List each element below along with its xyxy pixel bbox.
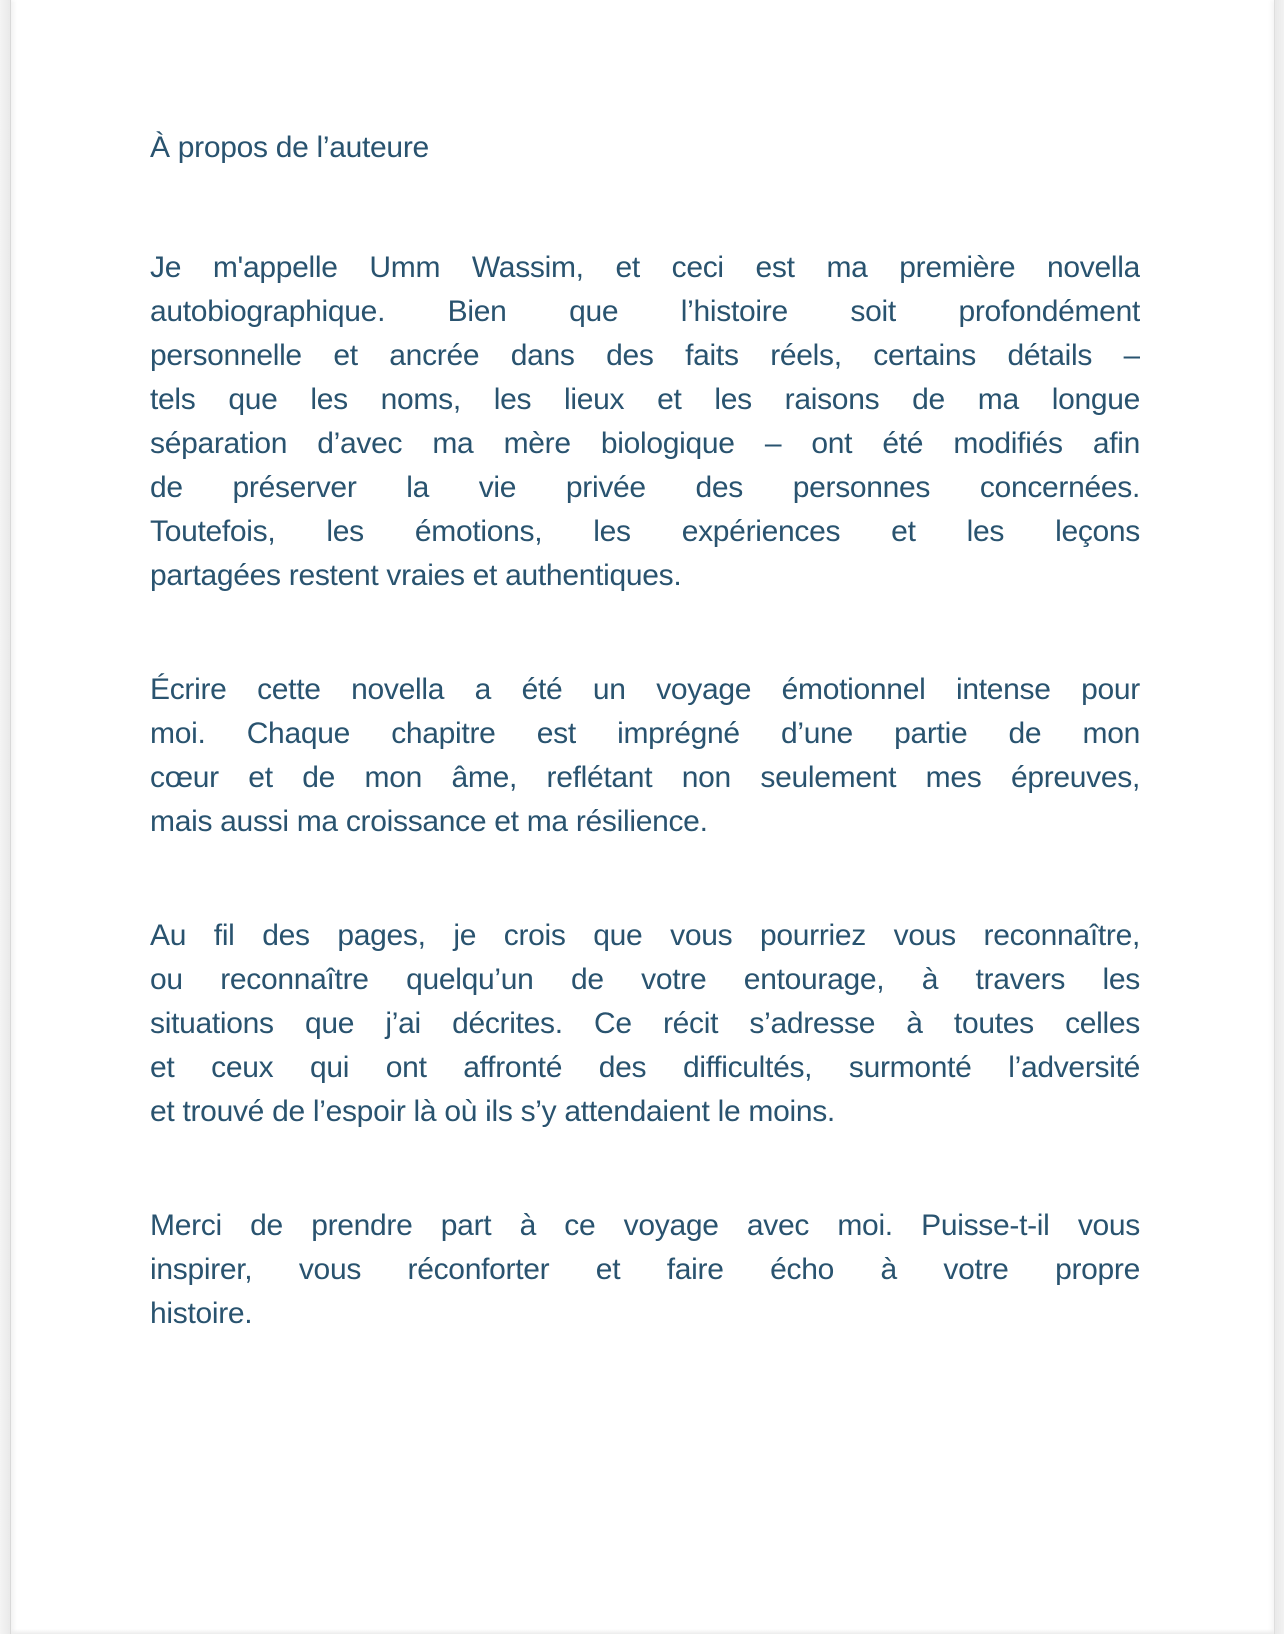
text-line: Merci de prendre part à ce voyage avec moi. Puisse-t-il vous bbox=[150, 1209, 1140, 1242]
text-line: inspirer, vous réconforter et faire écho à votre propre bbox=[150, 1253, 1140, 1286]
text-line: de préserver la vie privée des personnes concernées. bbox=[150, 471, 1140, 504]
text-line: tels que les noms, les lieux et les raisons de ma longue bbox=[150, 383, 1140, 416]
text-line: cœur et de mon âme, reflétant non seulement mes épreuves, bbox=[150, 761, 1140, 794]
text-line: Au fil des pages, je crois que vous pourriez vous reconnaître, bbox=[150, 919, 1140, 952]
paragraphs bbox=[150, 246, 1140, 1336]
paragraph bbox=[150, 1204, 1140, 1336]
paragraph bbox=[150, 668, 1140, 844]
text-line: mais aussi ma croissance et ma résilience. bbox=[150, 805, 708, 838]
page-right-edge-shadow bbox=[1274, 0, 1284, 1634]
page-bottom-edge-shadow bbox=[11, 1629, 1274, 1634]
paragraph bbox=[150, 246, 1140, 598]
page-title: À propos de l’auteure bbox=[150, 131, 429, 164]
text-line: situations que j’ai décrites. Ce récit s’adresse à toutes celles bbox=[150, 1007, 1140, 1040]
paragraph bbox=[150, 914, 1140, 1134]
text-line: moi. Chaque chapitre est imprégné d’une partie de mon bbox=[150, 717, 1140, 750]
page-left-edge-shadow bbox=[0, 0, 11, 1634]
page-content bbox=[150, 0, 1140, 1406]
text-line: Écrire cette novella a été un voyage émotionnel intense pour bbox=[150, 673, 1140, 706]
text-line: séparation d’avec ma mère biologique – ont été modifiés afin bbox=[150, 427, 1140, 460]
text-line: partagées restent vraies et authentiques. bbox=[150, 559, 682, 592]
text-line: ou reconnaître quelqu’un de votre entourage, à travers les bbox=[150, 963, 1140, 996]
text-line: et trouvé de l’espoir là où ils s’y attendaient le moins. bbox=[150, 1095, 835, 1128]
text-line: Toutefois, les émotions, les expériences et les leçons bbox=[150, 515, 1140, 548]
text-line: histoire. bbox=[150, 1297, 253, 1330]
text-line: personnelle et ancrée dans des faits réels, certains détails – bbox=[150, 339, 1140, 372]
text-line: autobiographique. Bien que l’histoire soit profondément bbox=[150, 295, 1140, 328]
text-line: Je m'appelle Umm Wassim, et ceci est ma première novella bbox=[150, 251, 1140, 284]
text-line: et ceux qui ont affronté des difficultés, surmonté l’adversité bbox=[150, 1051, 1140, 1084]
